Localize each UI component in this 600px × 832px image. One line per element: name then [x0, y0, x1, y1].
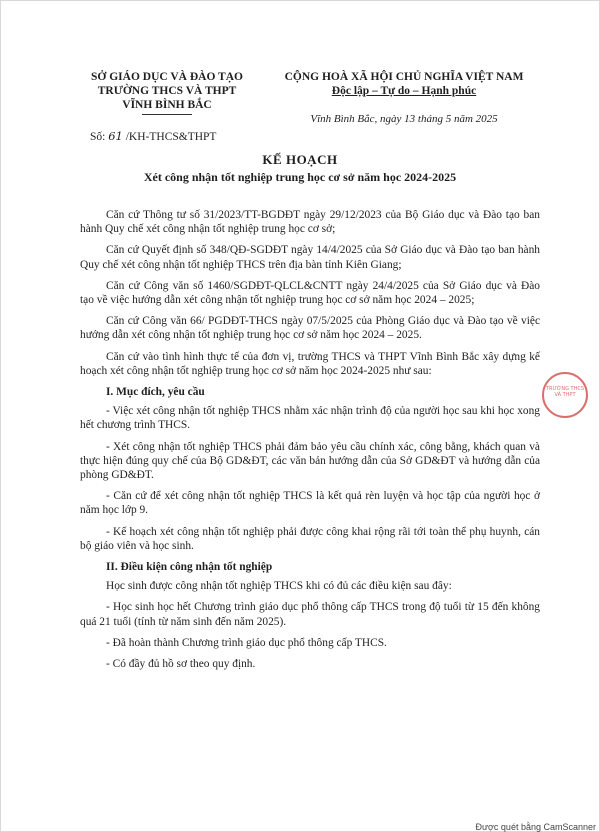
- place-prefix: Vĩnh Bình Bắc, ngày: [310, 113, 402, 125]
- issuer-department: SỞ GIÁO DỤC VÀ ĐÀO TẠO: [91, 71, 243, 83]
- purpose-item-4: - Kế hoạch xét công nhận tốt nghiệp phải được công khai rộng rãi tới toàn thể phụ huynh, cán bộ giáo viên và học sinh.: [80, 525, 540, 552]
- purpose-item-1: - Việc xét công nhận tốt nghiệp THCS nhằm xác nhận trình độ của người học sau khi học xong hết chương trình THCS.: [80, 405, 540, 432]
- place-date: [268, 112, 540, 126]
- issuer-school: TRƯỜNG THCS VÀ THPT: [97, 85, 237, 97]
- purpose-item-2: - Xét công nhận tốt nghiệp THCS phải đảm bảo yêu cầu chính xác, công bằng, khách quan và thực hiện đúng quy chế của Bộ GD&ĐT, các văn bản hướng dẫn của Sở GD&ĐT và hướng dẫn của phòng GD&ĐT.: [80, 440, 540, 482]
- national-title: CỘNG HOÀ XÃ HỘI CHỦ NGHĨA VIỆT NAM: [284, 71, 524, 83]
- basis-paragraph-5: Căn cứ vào tình hình thực tế của đơn vị, trường THCS và THPT Vĩnh Bình Bắc xây dựng kế hoạch xét công nhận tốt nghiệp trung học cơ sở năm học 2024-2025 như sau:: [80, 350, 540, 377]
- ref-number: 61: [108, 129, 123, 143]
- place-suffix: tháng 5 năm 2025: [417, 113, 498, 125]
- conditions-intro: Học sinh được công nhận tốt nghiệp THCS khi có đủ các điều kiện sau đây:: [106, 580, 452, 593]
- national-motto: Độc lập – Tự do – Hạnh phúc: [331, 85, 477, 97]
- document-subtitle: Xét công nhận tốt nghiệp trung học cơ sở năm học 2024-2025: [143, 170, 457, 184]
- ref-suffix: /KH-THCS&THPT: [125, 131, 217, 143]
- basis-paragraph-4: Căn cứ Công văn 66/ PGDĐT-THCS ngày 07/5/2025 của Phòng Giáo dục và Đào tạo về việc hướng dẫn xét công nhận tốt nghiệp trung học cơ sở năm học 2024 – 2025.: [80, 315, 540, 342]
- national-header: [268, 70, 540, 126]
- section-heading-2: II. Điều kiện công nhận tốt nghiệp: [106, 561, 273, 574]
- basis-paragraph-3: Căn cứ Công văn số 1460/SGDĐT-QLCL&CNTT ngày 24/4/2025 của Sở Giáo dục và Đào tạo về việc hướng dẫn xét công nhận tốt nghiệp trung học cơ sở năm học 2024 – 2025;: [80, 279, 540, 307]
- basis-paragraph-1: Căn cứ Thông tư số 31/2023/TT-BGDĐT ngày 29/12/2023 của Bộ Giáo dục và Đào tạo ban hành Quy chế xét công nhận tốt nghiệp trung học cơ sở;: [80, 209, 540, 236]
- scanner-watermark: Được quét bằng CamScanner: [475, 822, 596, 832]
- issuer-block: [82, 70, 252, 144]
- document-title-block: [60, 152, 540, 185]
- basis-paragraph-2: Căn cứ Quyết định số 348/QĐ-SGDĐT ngày 14/4/2025 của Sở Giáo dục và Đào tạo ban hành Quy chế xét công nhận tốt nghiệp THCS trên địa bàn tỉnh Kiên Giang;: [80, 244, 540, 271]
- document-title: KẾ HOẠCH: [262, 152, 338, 167]
- purpose-item-3: - Căn cứ để xét công nhận tốt nghiệp THCS là kết quả rèn luyện và học tập của người học ở năm học lớp 9.: [80, 490, 540, 517]
- section-heading-1: I. Mục đích, yêu cầu: [106, 386, 205, 399]
- document-reference: [82, 129, 252, 144]
- date-day: 13: [404, 113, 416, 125]
- red-seal-stamp: [542, 372, 588, 418]
- issuer-school-name: VĨNH BÌNH BẮC: [122, 99, 212, 111]
- ref-prefix: Số:: [90, 131, 106, 143]
- stamp-text: TRƯỜNG THCS VÀ THPT: [545, 386, 585, 398]
- issuer-underline: [142, 114, 192, 115]
- condition-item-2: - Đã hoàn thành Chương trình giáo dục phổ thông cấp THCS.: [106, 636, 387, 649]
- document-body: [80, 208, 540, 678]
- condition-item-1: - Học sinh học hết Chương trình giáo dục phổ thông cấp THCS trong độ tuổi từ 15 đến không quá 21 tuổi (tính từ năm sinh đến năm 2025).: [80, 601, 540, 628]
- condition-item-3: - Có đầy đủ hồ sơ theo quy định.: [106, 658, 256, 671]
